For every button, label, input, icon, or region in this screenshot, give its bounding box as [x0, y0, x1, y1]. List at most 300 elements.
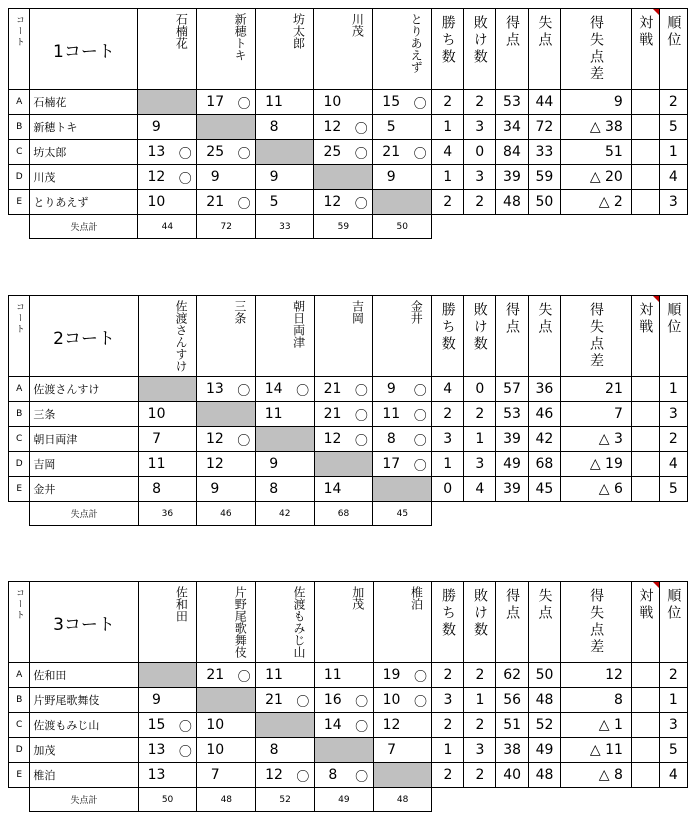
self-match-cell	[373, 477, 409, 502]
team-name: 片野尾歌舞伎	[30, 688, 138, 713]
self-match-cell	[409, 190, 432, 215]
self-match-cell	[174, 663, 197, 688]
win-mark: 〇	[233, 663, 256, 688]
score-cell: 21	[314, 402, 350, 427]
points-for-value: 53	[496, 90, 528, 115]
team-name: 加茂	[30, 738, 138, 763]
row-label: B	[9, 402, 30, 427]
court-name: 1コート	[30, 9, 138, 90]
court-name: 3コート	[30, 582, 138, 663]
score-cell: 9	[255, 452, 291, 477]
match-value	[631, 763, 659, 788]
score-cell: 12	[314, 115, 350, 140]
points-against-value: 50	[528, 190, 560, 215]
score-cell: 8	[138, 477, 174, 502]
table-row	[9, 140, 688, 165]
self-match-cell	[174, 377, 196, 402]
score-cell: 13	[138, 763, 174, 788]
self-match-cell	[292, 140, 314, 165]
self-match-cell	[292, 427, 315, 452]
totals-row	[9, 215, 688, 239]
score-cell: 11	[138, 452, 174, 477]
score-cell: 19	[373, 663, 409, 688]
diff-value: 7	[561, 402, 632, 427]
win-mark: 〇	[292, 763, 315, 788]
table-row	[9, 190, 688, 215]
score-cell: 14	[314, 477, 350, 502]
row-label: D	[9, 165, 30, 190]
wins-value: 0	[432, 477, 464, 502]
points-against-header: 失点	[528, 9, 560, 90]
rank-value: 2	[659, 663, 687, 688]
rank-value: 3	[659, 713, 687, 738]
score-cell: 7	[138, 427, 174, 452]
self-match-cell	[138, 377, 174, 402]
diff-value: 9	[561, 90, 632, 115]
self-match-cell	[256, 713, 292, 738]
table-row	[9, 377, 688, 402]
points-against-value: 48	[528, 688, 560, 713]
team-name: とりあえず	[30, 190, 138, 215]
points-against-value: 52	[528, 713, 560, 738]
self-match-cell	[233, 115, 256, 140]
score-cell: 12	[197, 427, 233, 452]
rank-value: 2	[659, 427, 687, 452]
diff-value: △ 19	[561, 452, 632, 477]
self-match-cell	[409, 763, 432, 788]
team-name: 三条	[30, 402, 138, 427]
team-name: 佐渡もみじ山	[30, 713, 138, 738]
points-for-value: 38	[496, 738, 528, 763]
team-name: 吉岡	[30, 452, 138, 477]
points-for-value: 34	[496, 115, 528, 140]
win-mark: 〇	[409, 663, 432, 688]
rank-value: 1	[659, 688, 687, 713]
score-cell: 13	[138, 738, 174, 763]
team-column-header: 椎泊	[373, 582, 432, 663]
self-match-cell	[233, 402, 256, 427]
comment-marker-icon	[653, 9, 659, 15]
team-name: 新穂トキ	[30, 115, 138, 140]
team-name: 佐渡さんすけ	[30, 377, 138, 402]
win-mark	[409, 165, 432, 190]
match-value	[631, 688, 659, 713]
win-mark	[292, 115, 314, 140]
win-mark	[174, 190, 197, 215]
diff-value: △ 38	[561, 115, 632, 140]
win-mark	[350, 477, 373, 502]
win-mark: 〇	[174, 140, 197, 165]
score-cell: 7	[197, 763, 233, 788]
win-mark	[292, 738, 315, 763]
team-column-header: 佐渡さんすけ	[138, 296, 196, 377]
rank-header: 順位	[659, 296, 687, 377]
points-for-header: 得点	[496, 582, 528, 663]
win-mark	[233, 763, 256, 788]
row-label: D	[9, 738, 30, 763]
score-cell: 11	[256, 663, 292, 688]
score-cell: 17	[373, 452, 409, 477]
win-mark: 〇	[351, 763, 374, 788]
win-mark	[174, 477, 196, 502]
match-value	[631, 402, 659, 427]
losses-header: 敗け数	[464, 296, 496, 377]
team-name: 朝日両津	[30, 427, 138, 452]
win-mark	[351, 663, 374, 688]
row-label: A	[9, 90, 30, 115]
points-against-value: 49	[528, 738, 560, 763]
losses-value: 1	[464, 688, 496, 713]
points-against-total: 59	[314, 215, 373, 239]
rank-value: 4	[659, 763, 687, 788]
table-row	[9, 165, 688, 190]
court-1-table	[8, 8, 688, 244]
losses-value: 3	[464, 452, 496, 477]
comment-marker-icon	[653, 296, 659, 302]
win-mark: 〇	[409, 90, 432, 115]
win-mark	[174, 402, 196, 427]
self-match-cell	[255, 427, 291, 452]
win-mark	[174, 427, 196, 452]
self-match-cell	[197, 402, 233, 427]
table-row	[9, 90, 688, 115]
match-value	[631, 140, 659, 165]
diff-header: 得失点差	[561, 9, 632, 90]
row-label: D	[9, 452, 30, 477]
score-cell: 5	[256, 190, 292, 215]
score-cell: 12	[314, 190, 350, 215]
score-cell: 13	[197, 377, 233, 402]
rank-value: 4	[659, 452, 687, 477]
table-row	[9, 452, 688, 477]
win-mark	[350, 90, 373, 115]
score-cell: 10	[197, 738, 233, 763]
team-column-header: とりあえず	[373, 9, 432, 90]
self-match-cell	[350, 452, 373, 477]
table-row	[9, 427, 688, 452]
table-row	[9, 663, 688, 688]
wins-value: 1	[432, 738, 464, 763]
win-mark	[292, 402, 315, 427]
self-match-cell	[233, 688, 256, 713]
rank-value: 4	[659, 165, 687, 190]
score-cell: 8	[373, 427, 409, 452]
points-for-value: 48	[496, 190, 528, 215]
match-value	[631, 165, 659, 190]
win-mark: 〇	[409, 688, 432, 713]
row-label: C	[9, 713, 30, 738]
win-mark	[174, 688, 197, 713]
self-match-cell	[373, 763, 409, 788]
points-for-value: 49	[496, 452, 528, 477]
win-mark	[174, 115, 197, 140]
score-cell: 15	[373, 90, 409, 115]
court-name: 2コート	[30, 296, 138, 377]
points-for-value: 39	[496, 427, 528, 452]
win-mark	[233, 738, 256, 763]
court-vertical-label: コート	[9, 296, 30, 377]
rank-value: 1	[659, 377, 687, 402]
standings-table	[8, 581, 688, 812]
wins-value: 2	[432, 90, 464, 115]
losses-value: 4	[464, 477, 496, 502]
row-label: E	[9, 763, 30, 788]
win-mark	[292, 477, 315, 502]
diff-value: △ 20	[561, 165, 632, 190]
points-against-total: 50	[373, 215, 432, 239]
diff-value: △ 8	[561, 763, 632, 788]
score-cell: 13	[138, 140, 174, 165]
match-value	[631, 713, 659, 738]
wins-value: 2	[432, 190, 464, 215]
standings-table	[8, 8, 688, 239]
match-header: 対戦	[631, 296, 659, 377]
match-value	[631, 663, 659, 688]
points-for-value: 39	[496, 165, 528, 190]
score-cell: 21	[197, 190, 233, 215]
score-cell: 9	[138, 688, 174, 713]
table-row	[9, 402, 688, 427]
win-mark: 〇	[409, 140, 432, 165]
self-match-cell	[314, 165, 350, 190]
losses-value: 3	[464, 115, 496, 140]
win-mark: 〇	[350, 402, 373, 427]
win-mark: 〇	[233, 190, 256, 215]
losses-value: 2	[464, 763, 496, 788]
match-value	[631, 738, 659, 763]
rank-value: 5	[659, 477, 687, 502]
team-name: 石楠花	[30, 90, 138, 115]
rank-value: 5	[659, 738, 687, 763]
team-column-header: 佐和田	[138, 582, 197, 663]
table-row	[9, 688, 688, 713]
table-row	[9, 738, 688, 763]
rank-value: 5	[659, 115, 687, 140]
score-cell: 21	[373, 140, 409, 165]
win-mark	[409, 738, 432, 763]
totals-label: 失点計	[30, 215, 138, 239]
self-match-cell	[351, 738, 374, 763]
points-against-value: 50	[528, 663, 560, 688]
row-label: A	[9, 377, 30, 402]
team-column-header: 坊太郎	[256, 9, 314, 90]
points-against-total: 46	[197, 502, 256, 526]
win-mark: 〇	[174, 165, 197, 190]
win-mark: 〇	[409, 377, 432, 402]
win-mark: 〇	[351, 688, 374, 713]
wins-value: 4	[432, 140, 464, 165]
score-cell: 8	[255, 477, 291, 502]
losses-value: 2	[464, 190, 496, 215]
score-cell: 12	[256, 763, 292, 788]
score-cell: 11	[255, 402, 291, 427]
win-mark	[174, 763, 197, 788]
team-column-header: 佐渡もみじ山	[256, 582, 315, 663]
score-cell: 12	[373, 713, 409, 738]
score-cell: 16	[314, 688, 350, 713]
match-value	[631, 115, 659, 140]
table-row	[9, 115, 688, 140]
win-mark: 〇	[233, 140, 256, 165]
score-cell: 14	[314, 713, 350, 738]
standings-table	[8, 295, 688, 526]
comment-marker-icon	[653, 582, 659, 588]
row-label: E	[9, 190, 30, 215]
win-mark: 〇	[174, 738, 197, 763]
points-for-value: 53	[496, 402, 528, 427]
score-cell: 25	[314, 140, 350, 165]
win-mark	[233, 165, 256, 190]
losses-value: 2	[464, 713, 496, 738]
self-match-cell	[138, 663, 174, 688]
rank-value: 2	[659, 90, 687, 115]
score-cell: 12	[138, 165, 174, 190]
rank-value: 1	[659, 140, 687, 165]
points-for-value: 40	[496, 763, 528, 788]
self-match-cell	[314, 738, 350, 763]
match-value	[631, 90, 659, 115]
win-mark: 〇	[409, 402, 432, 427]
points-for-value: 51	[496, 713, 528, 738]
score-cell: 11	[373, 402, 409, 427]
row-label: B	[9, 115, 30, 140]
court-vertical-label: コート	[9, 582, 30, 663]
losses-value: 0	[464, 140, 496, 165]
score-cell: 8	[256, 738, 292, 763]
points-against-header: 失点	[528, 296, 560, 377]
score-cell: 10	[314, 90, 350, 115]
score-cell: 10	[138, 402, 174, 427]
diff-value: △ 11	[561, 738, 632, 763]
points-against-total: 45	[373, 502, 432, 526]
points-against-total: 33	[256, 215, 314, 239]
wins-value: 1	[432, 452, 464, 477]
score-cell: 21	[256, 688, 292, 713]
win-mark	[409, 713, 432, 738]
row-label: C	[9, 140, 30, 165]
self-match-cell	[197, 688, 233, 713]
score-cell: 8	[314, 763, 350, 788]
wins-value: 1	[432, 115, 464, 140]
wins-value: 1	[432, 165, 464, 190]
wins-value: 2	[432, 663, 464, 688]
points-against-total: 42	[255, 502, 314, 526]
table-row	[9, 713, 688, 738]
diff-header: 得失点差	[561, 296, 632, 377]
losses-header: 敗け数	[464, 582, 496, 663]
points-for-value: 39	[496, 477, 528, 502]
diff-value: 51	[561, 140, 632, 165]
self-match-cell	[373, 190, 409, 215]
row-label: A	[9, 663, 30, 688]
points-against-value: 36	[528, 377, 560, 402]
rank-value: 3	[659, 190, 687, 215]
self-match-cell	[197, 115, 233, 140]
win-mark	[233, 452, 256, 477]
team-column-header: 三条	[197, 296, 256, 377]
court-2-table	[8, 295, 688, 531]
win-mark: 〇	[292, 688, 315, 713]
win-mark: 〇	[292, 377, 315, 402]
win-mark	[233, 477, 256, 502]
win-mark	[409, 115, 432, 140]
totals-label: 失点計	[30, 502, 138, 526]
score-cell: 11	[256, 90, 292, 115]
diff-value: △ 1	[561, 713, 632, 738]
table-row	[9, 477, 688, 502]
wins-value: 2	[432, 763, 464, 788]
score-cell: 9	[138, 115, 174, 140]
diff-value: 21	[561, 377, 632, 402]
losses-value: 1	[464, 427, 496, 452]
points-for-value: 62	[496, 663, 528, 688]
win-mark: 〇	[350, 115, 373, 140]
win-mark: 〇	[233, 90, 256, 115]
self-match-cell	[256, 140, 292, 165]
wins-value: 3	[432, 427, 464, 452]
table-row	[9, 763, 688, 788]
totals-row	[9, 502, 688, 526]
wins-header: 勝ち数	[432, 296, 464, 377]
team-column-header: 片野尾歌舞伎	[197, 582, 256, 663]
wins-value: 2	[432, 402, 464, 427]
score-cell: 8	[256, 115, 292, 140]
score-cell: 10	[373, 688, 409, 713]
score-cell: 25	[197, 140, 233, 165]
win-mark	[174, 452, 196, 477]
team-name: 坊太郎	[30, 140, 138, 165]
self-match-cell	[350, 165, 373, 190]
row-label: B	[9, 688, 30, 713]
score-cell: 12	[314, 427, 350, 452]
losses-value: 3	[464, 738, 496, 763]
team-column-header: 吉岡	[314, 296, 373, 377]
points-for-header: 得点	[496, 296, 528, 377]
rank-header: 順位	[659, 582, 687, 663]
self-match-cell	[174, 90, 197, 115]
points-against-value: 68	[528, 452, 560, 477]
win-mark	[233, 713, 256, 738]
points-against-value: 59	[528, 165, 560, 190]
points-against-total: 36	[138, 502, 196, 526]
score-cell: 9	[373, 165, 409, 190]
win-mark: 〇	[350, 427, 373, 452]
score-cell: 21	[197, 663, 233, 688]
losses-value: 2	[464, 663, 496, 688]
match-value	[631, 452, 659, 477]
points-against-total: 48	[197, 788, 256, 812]
score-cell: 10	[197, 713, 233, 738]
self-match-cell	[409, 477, 432, 502]
points-against-value: 42	[528, 427, 560, 452]
points-against-value: 33	[528, 140, 560, 165]
team-column-header: 新穂トキ	[197, 9, 256, 90]
losses-header: 敗け数	[464, 9, 496, 90]
diff-value: 8	[561, 688, 632, 713]
score-cell: 11	[314, 663, 350, 688]
wins-header: 勝ち数	[432, 9, 464, 90]
self-match-cell	[292, 713, 315, 738]
totals-label: 失点計	[30, 788, 138, 812]
team-column-header: 金井	[373, 296, 432, 377]
points-against-total: 44	[138, 215, 197, 239]
score-cell: 10	[138, 190, 174, 215]
win-mark: 〇	[351, 713, 374, 738]
row-label: E	[9, 477, 30, 502]
team-column-header: 石楠花	[138, 9, 197, 90]
team-name: 椎泊	[30, 763, 138, 788]
self-match-cell	[314, 452, 350, 477]
